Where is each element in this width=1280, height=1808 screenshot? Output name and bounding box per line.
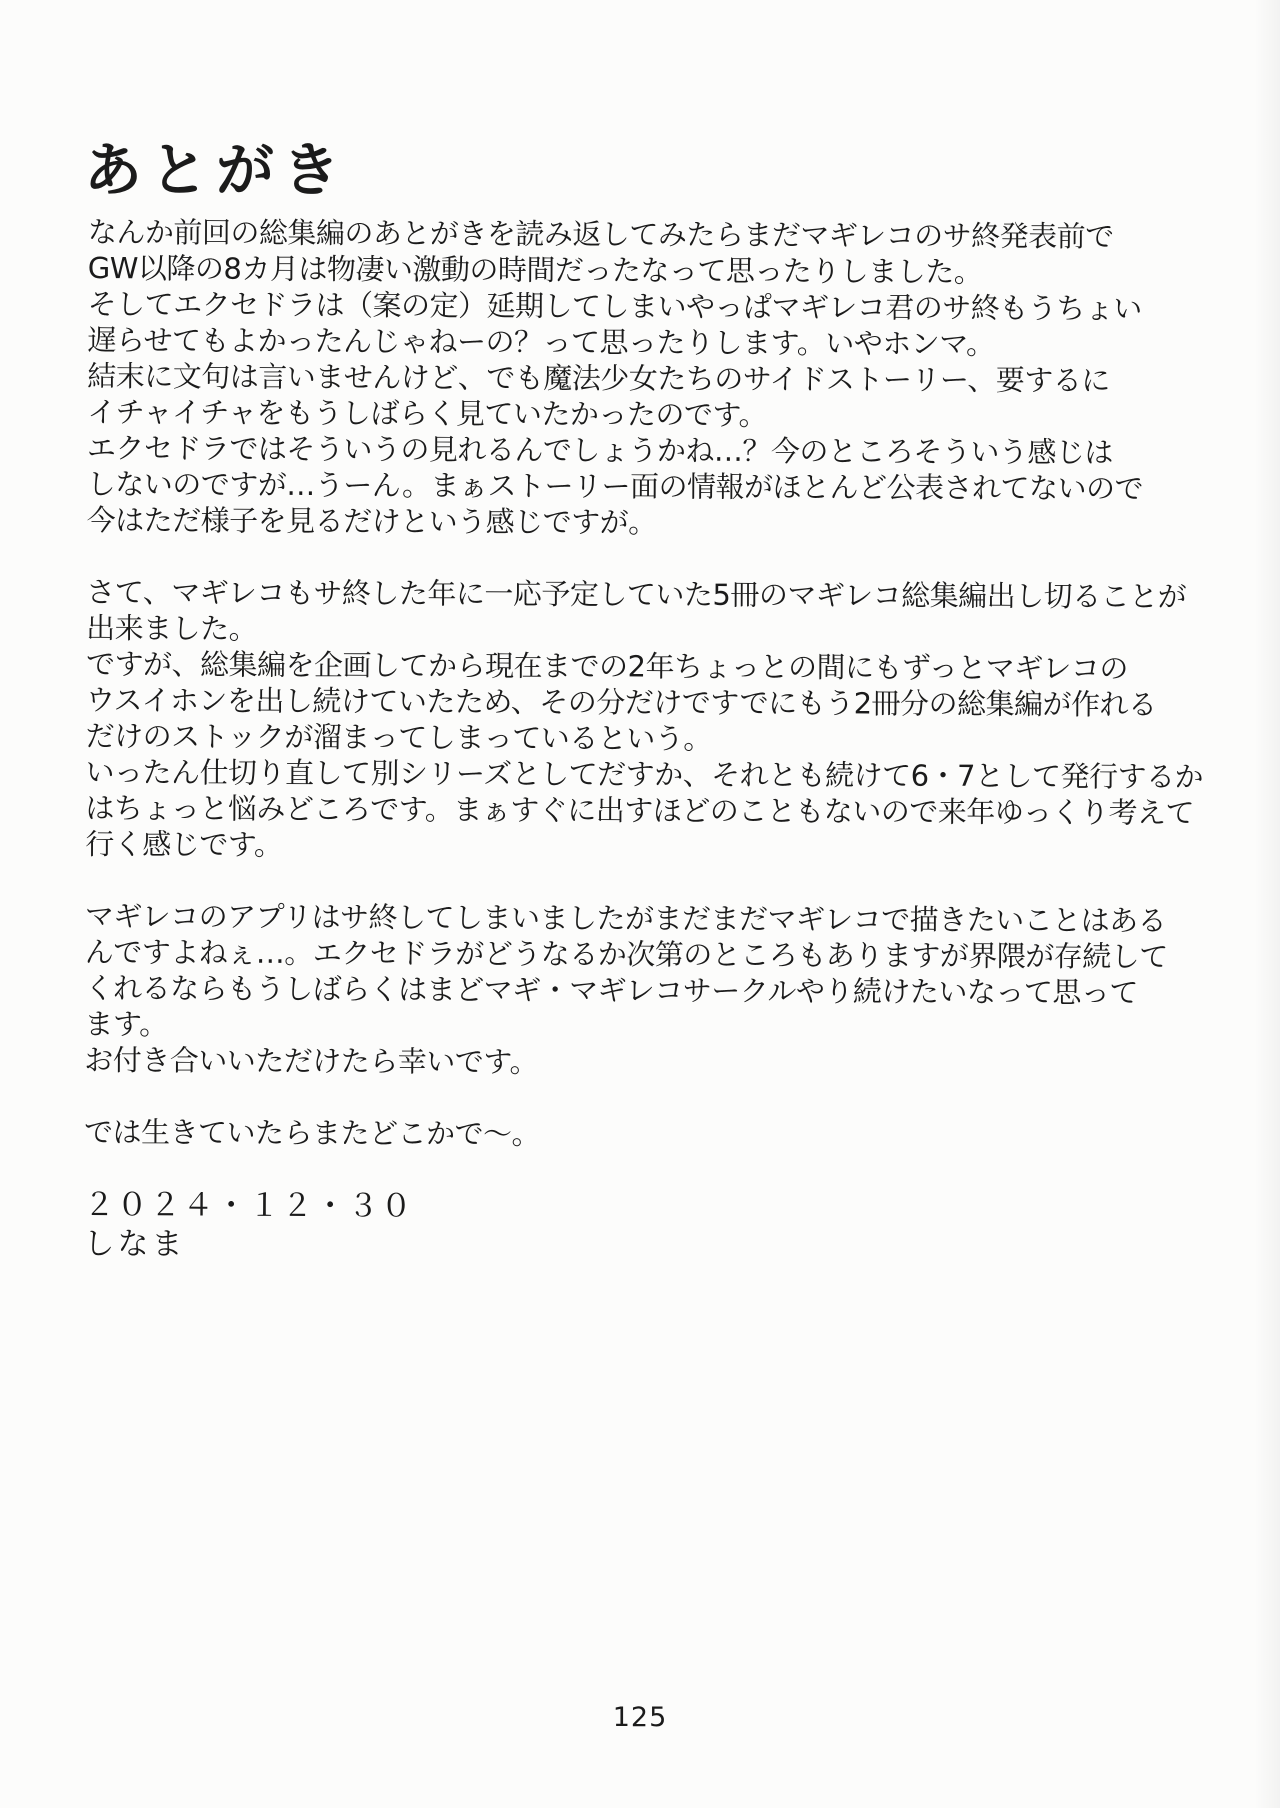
author-signature: しなま: [83, 1225, 186, 1263]
page-number: 125: [612, 1702, 668, 1733]
text-line: マギレコのアプリはサ終してしまいましたがまだまだマギレコで描きたいことはある: [84, 898, 1167, 938]
text-line: なんか前回の総集編のあとがきを読み返してみたらまだマギレコのサ終発表前で: [87, 214, 1114, 254]
paragraph: [84, 898, 1215, 1083]
date: ２０２４・１２・３０: [83, 1186, 414, 1225]
text-line: くれるならもうしばらくはまどマギ・マギレコサークルやり続けたいなって思って: [84, 970, 1139, 1010]
text-line: GW以降の8カ月は物凄い激動の時間だったなって思ったりしました。: [87, 250, 983, 289]
text-line: 出来ました。: [86, 610, 258, 646]
text-line: 遅らせてもよかったんじゃねーの？って思ったりします。いやホンマ。: [87, 322, 995, 361]
paragraph: [84, 1114, 1214, 1155]
text-line: そしてエクセドラは（案の定）延期してしまいやっぱマギレコ君のサ終もうちょい: [87, 286, 1142, 326]
text-line: エクセドラではそういうの見れるんでしょうかね…？今のところそういう感じは: [86, 430, 1114, 470]
text-line: はちょっと悩みどころです。まぁすぐに出すほどのこともないので来年ゆっくり考えて: [85, 790, 1195, 830]
text-line: 行く感じです。: [85, 826, 283, 862]
body-text: [83, 214, 1218, 1269]
text-line: ですが、総集編を企画してから現在までの2年ちょっとの間にもずっとマギレコの: [85, 646, 1129, 686]
paragraph: [85, 574, 1216, 867]
text-line: イチャイチャをもうしばらく見ていたかったのです。: [87, 394, 768, 432]
text-line: では生きていたらまたどこかで〜。: [83, 1114, 541, 1151]
date-block: [83, 1186, 1213, 1269]
text-line: 今はただ様子を見るだけという感じですが。: [86, 502, 657, 540]
text-line: だけのストックが溜まってしまっているという。: [85, 718, 712, 756]
text-line: しないのですが…うーん。まぁストーリー面の情報がほとんど公表されてないので: [86, 466, 1144, 506]
text-line: ます。: [84, 1006, 168, 1042]
text-line: いったん仕切り直して別シリーズとしてだすか、それとも続けて6・7として発行するか: [85, 754, 1204, 794]
text-line: んですよねぇ…。エクセドラがどうなるか次第のところもありますが界隈が存続して: [84, 934, 1168, 974]
paragraph: [87, 214, 1218, 543]
page-title: あとがき: [84, 135, 349, 204]
text-line: 結末に文句は言いませんけど、でも魔法少女たちのサイドストーリー、要するに: [87, 358, 1110, 398]
text-line: お付き合いいただけたら幸いです。: [84, 1042, 539, 1079]
text-line: さて、マギレコもサ終した年に一応予定していた5冊のマギレコ総集編出し切ることが: [86, 574, 1187, 614]
text-line: ウスイホンを出し続けていたため、その分だけですでにもう2冊分の総集編が作れる: [85, 682, 1157, 722]
